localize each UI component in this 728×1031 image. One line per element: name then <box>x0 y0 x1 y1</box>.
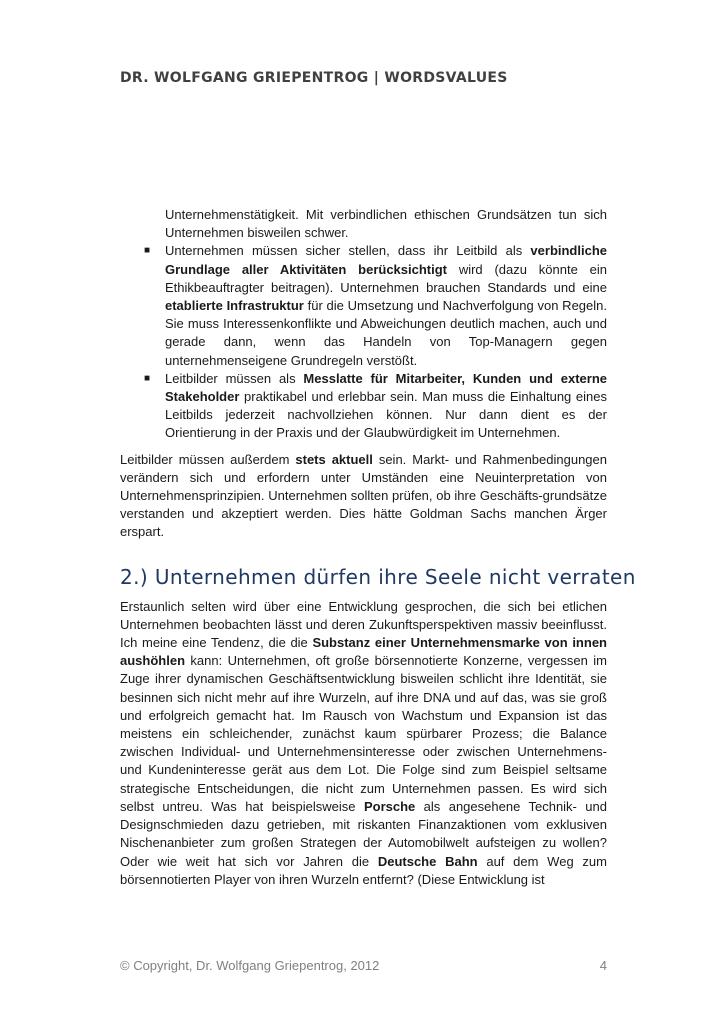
text-run: wird (dazu könnte ein Ethikbeauftragter beitragen). Unternehmen brauchen Standards und eine <box>165 261 607 295</box>
bullet-continuation: Unternehmenstätigkeit. Mit verbindlichen ethischen Grundsätzen tun sich Unternehmen bisweilen schwer. <box>165 207 607 241</box>
bullet-list <box>120 242 607 442</box>
page-header: DR. WOLFGANG GRIEPENTROG | WORDSVALUES <box>120 70 508 86</box>
text-run: als angesehene Technik- und Designschmieden dazu getrieben, mit riskanten Finanzaktionen vom exklusiven Nischenanbieter zum großen Strategen der Automobilwelt aufsteigen zu wollen? Oder wie weit hat sich vor Jahren die <box>120 798 607 869</box>
text-run: sein. Markt- und Rahmenbedingungen verändern sich und erfordern unter Umständen eine Neuinterpretation von Unternehmensprinzipien. Unternehmen sollten prüfen, ob ihre Geschäfts-grundsätze verstanden und akzeptiert werden. Dies hätte Goldman Sachs manchen Ärger erspart. <box>120 451 607 540</box>
paragraph-seele <box>120 598 607 889</box>
bold-run: verbindliche Grundlage aller Aktivitäten berücksichtigt <box>165 243 607 277</box>
bold-run: Deutsche Bahn <box>377 853 478 869</box>
section-heading: 2.) Unternehmen dürfen ihre Seele nicht verraten <box>120 564 636 589</box>
bold-run: etablierte Infrastruktur <box>165 298 304 314</box>
text-run: kann: Unternehmen, oft große börsennotierte Konzerne, vergessen im Zuge ihrer dynamischen Geschäftsentwicklung bisweilen schlicht ihre Identität, sie besinnen sich nicht mehr auf ihre Wurzeln, auf ihre DNA und auf das, was sie groß und erfolgreich gemacht hat. Im Rausch von Wachstum und Expansion ist das meistens ein schleichender, zunächst kaum spürbarer Prozess; die Balance zwischen Individual- und Unternehmensinteresse oder zwischen Unternehmens- und Kundeninteresse gerät aus dem Lot. Die Folge sind zum Beispiel seltsame strategische Entscheidungen, die nicht zum Unternehmen passen. Es wird sich selbst untreu. Was hat beispielsweise <box>120 653 607 814</box>
bold-run: Substanz einer Unternehmensmarke von innen aushöhlen <box>120 635 607 669</box>
text-run: für die Umsetzung und Nachverfolgung von Regeln. Sie muss Interessenkonflikte und Abweichungen deutlich machen, auch und gerade dann, wenn das Handeln von Top-Managern gegen unternehmenseigene Grundregeln verstößt. <box>165 298 607 368</box>
bold-run: Messlatte für Mitarbeiter, Kunden und externe Stakeholder <box>165 370 607 405</box>
bullet-item-messlatte <box>120 370 607 443</box>
bold-run: stets aktuell <box>295 451 373 467</box>
bullet-item-leitbild-grundlage <box>120 242 607 369</box>
square-bullet-icon: ■ <box>144 245 151 257</box>
text-run: Erstaunlich selten wird über eine Entwicklung gesprochen, die sich bei etlichen Unternehmen beobachten lässt und deren Zukunftsperspektiven massiv beeinflusst. Ich meine eine Tendenz, die die <box>120 598 607 651</box>
paragraph-leitbilder-aktuell <box>120 451 607 542</box>
copyright-notice: © Copyright, Dr. Wolfgang Griepentrog, 2012 <box>120 958 380 973</box>
page-number: 4 <box>599 958 607 973</box>
text-run: Leitbilder müssen als <box>165 370 304 386</box>
text-run: Unternehmen müssen sicher stellen, dass ihr Leitbild als <box>165 243 531 259</box>
page-footer <box>120 958 607 973</box>
text-run: praktikabel und erlebbar sein. Man muss die Einhaltung eines Leitbilds jederzeit nachvollziehen können. Nur dann dient es der Orientierung in der Praxis und der Glaubwürdigkeit im Unternehmen. <box>165 389 607 441</box>
bold-run: Porsche <box>363 798 416 814</box>
text-run: auf dem Weg zum börsennotierten Player von ihren Wurzeln entfernt? (Diese Entwicklung ist <box>120 853 607 887</box>
square-bullet-icon: ■ <box>144 372 151 384</box>
text-run: Leitbilder müssen außerdem <box>120 451 296 467</box>
page-body <box>120 206 636 889</box>
